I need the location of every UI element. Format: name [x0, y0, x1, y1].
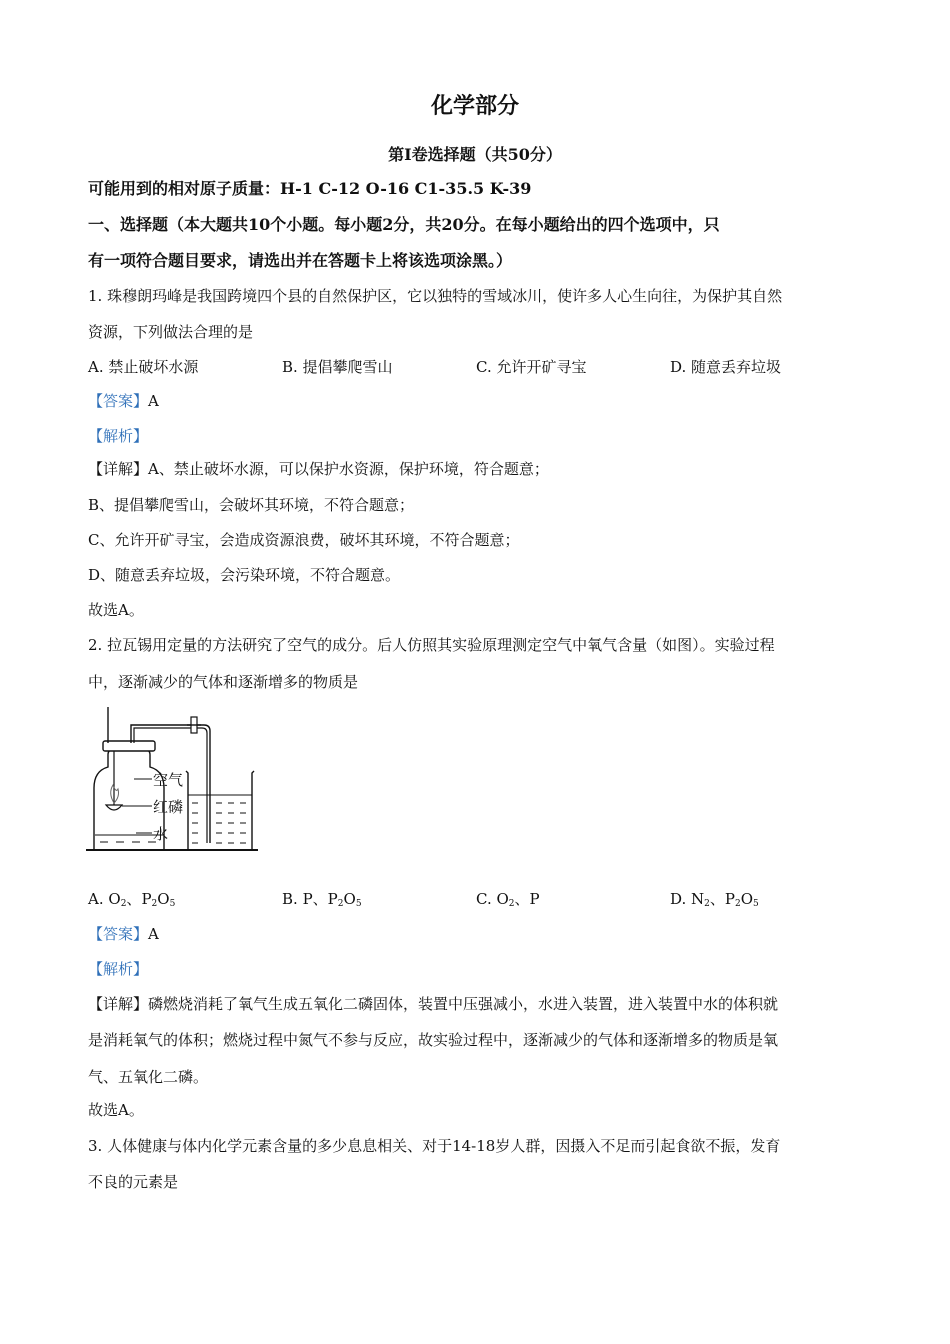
q2-option-b: B. P、$P_2O_5$ [282, 890, 362, 909]
q1-option-d: D. 随意丢弃垃圾 [670, 358, 782, 376]
stopper [103, 741, 155, 751]
q2-stem-line2: 中，逐渐减少的气体和逐渐增多的物质是 [88, 673, 359, 691]
page-title: 化学部分 [430, 93, 519, 119]
label-red-phosphorus: 红磷 [153, 798, 184, 816]
q1-detail-line: 故选A。 [88, 601, 144, 619]
flame [111, 785, 119, 803]
q1-detail-line: C、允许开矿寻宝，会造成资源浪费，破坏其环境，不符合题意； [88, 531, 520, 549]
q1-detail-line: 【详解】A、禁止破坏水源，可以保护水资源，保护环境，符合题意； [88, 460, 549, 478]
q1-answer [88, 390, 868, 412]
q1-option-b: B. 提倡攀爬雪山 [282, 358, 393, 376]
q1-detail-line: D、随意丢弃垃圾，会污染环境，不符合题意。 [88, 566, 401, 584]
beaker [186, 771, 254, 850]
q1-stem-line2: 资源，下列做法合理的是 [88, 323, 254, 341]
q3-stem-line2: 不良的元素是 [88, 1173, 179, 1191]
answer-label: 【答案】 [88, 925, 149, 943]
q2-option-d: D. $N_2$、$P_2O_5$ [670, 890, 759, 909]
q1-option-c: C. 允许开矿寻宝 [476, 358, 587, 376]
beaker-water-dashes [192, 803, 246, 843]
combustion-spoon [106, 805, 122, 810]
q3-stem-line1: 3. 人体健康与体内化学元素含量的多少息息相关、对于14-18岁人群，因摄入不足而引起食欲不振，发育 [88, 1137, 781, 1155]
section-subtitle: 第I卷选择题（共50分） [388, 145, 562, 164]
label-water: 水 [153, 825, 169, 843]
q1-detail-line: B、提倡攀爬雪山，会破坏其环境，不符合题意； [88, 496, 415, 514]
section-heading-line1: 一、选择题（本大题共10个小题。每小题2分，共20分。在每小题给出的四个选项中，只 [88, 215, 720, 234]
q2-analysis-label: 【解析】 [88, 960, 149, 978]
q2-detail-line: 是消耗氧气的体积；燃烧过程中氮气不参与反应，故实验过程中，逐渐减少的气体和逐渐增多的物质是氧 [88, 1031, 779, 1049]
q1-option-a: A. 禁止破坏水源 [88, 358, 199, 376]
q1-stem-line1: 1. 珠穆朗玛峰是我国跨境四个县的自然保护区，它以独特的雪域冰川，使许多人心生向往，为保护其自然 [88, 287, 783, 305]
answer-value: A [148, 392, 159, 410]
q2-detail-line: 气、五氧化二磷。 [88, 1068, 209, 1086]
label-air: 空气 [153, 771, 184, 789]
q2-option-c: C. $O_2$、P [476, 890, 540, 909]
q1-analysis-label: 【解析】 [88, 427, 149, 445]
q2-stem-line1: 2. 拉瓦锡用定量的方法研究了空气的成分。后人仿照其实验原理测定空气中氧气含量（如图）。实验过程 [88, 636, 775, 654]
q2-answer [88, 923, 868, 945]
q2-detail-line: 【详解】磷燃烧消耗了氧气生成五氧化二磷固体，装置中压强减小，水进入装置，进入装置中水的体积就 [88, 995, 779, 1013]
atomic-mass-line: 可能用到的相对原子质量：H-1 C-12 O-16 C1-35.5 K-39 [88, 179, 532, 198]
section-heading-line2: 有一项符合题目要求，请选出并在答题卡上将该选项涂黑。） [88, 251, 513, 270]
q2-detail-line: 故选A。 [88, 1101, 144, 1119]
answer-value: A [148, 925, 159, 943]
q2-option-a: A. $O_2$、$P_2O_5$ [88, 890, 176, 909]
experiment-apparatus-figure [86, 703, 261, 855]
answer-label: 【答案】 [88, 392, 149, 410]
